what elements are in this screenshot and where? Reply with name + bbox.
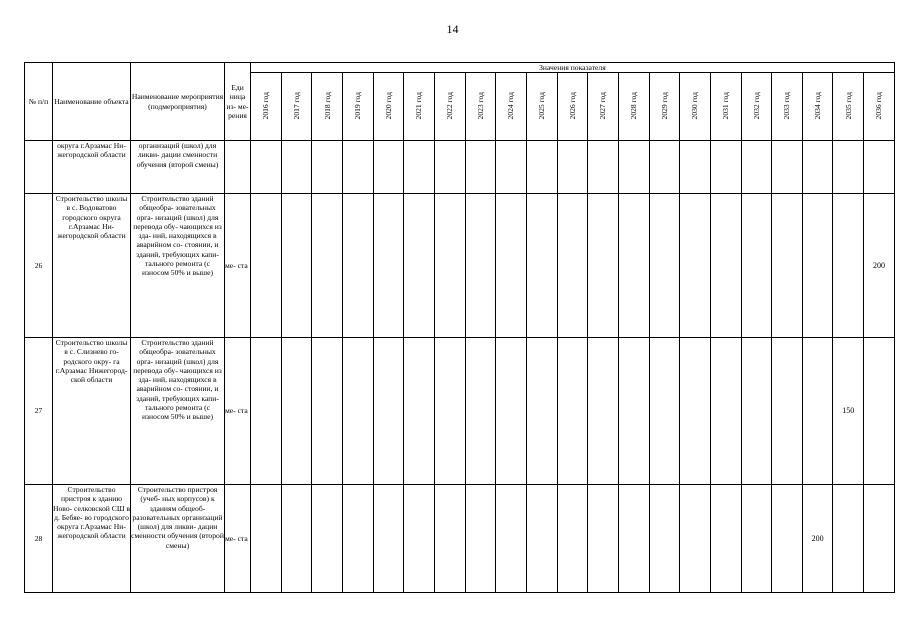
header-year bbox=[251, 73, 282, 141]
unit-cell: ме- ста bbox=[225, 485, 251, 593]
value-cell bbox=[465, 485, 496, 593]
value-cell bbox=[833, 141, 864, 194]
header-year bbox=[312, 73, 343, 141]
value-cell bbox=[864, 485, 895, 593]
value-cell bbox=[373, 194, 404, 338]
value-cell bbox=[772, 141, 803, 194]
value-cell bbox=[312, 194, 343, 338]
value-cell bbox=[680, 338, 711, 485]
value-cell bbox=[588, 194, 619, 338]
value-cell bbox=[618, 194, 649, 338]
value-cell bbox=[496, 194, 527, 338]
measure-name: Строительство зданий общеобра- зовательных орга- низаций (школ) для перевода обу- чающихся из зда- ний, находящихся в аварийном со- стоянии, и зданий, требующих капи- тального ремонта (с износом 50% и выше) bbox=[131, 338, 225, 485]
header-year bbox=[864, 73, 895, 141]
header-year-label: 2022 год bbox=[445, 91, 455, 120]
table-row bbox=[25, 141, 895, 194]
value-cell bbox=[526, 485, 557, 593]
header-year-label: 2034 год bbox=[813, 91, 823, 120]
value-cell bbox=[526, 141, 557, 194]
value-cell bbox=[496, 485, 527, 593]
value-cell bbox=[710, 338, 741, 485]
value-cell: 200 bbox=[802, 485, 833, 593]
header-year bbox=[404, 73, 435, 141]
value-cell bbox=[496, 141, 527, 194]
header-year bbox=[342, 73, 373, 141]
header-year-label: 2036 год bbox=[874, 91, 884, 120]
header-year-label: 2027 год bbox=[598, 91, 608, 120]
value-cell bbox=[434, 141, 465, 194]
measure-name: организаций (школ) для ликви- дации сменности обучения (второй смены) bbox=[131, 141, 225, 194]
header-values-title: Значения показателя bbox=[251, 63, 895, 73]
value-cell bbox=[649, 485, 680, 593]
header-year-label: 2028 год bbox=[629, 91, 639, 120]
value-cell bbox=[618, 141, 649, 194]
header-year-label: 2020 год bbox=[383, 91, 393, 120]
value-cell bbox=[404, 194, 435, 338]
value-cell bbox=[312, 141, 343, 194]
header-year-label: 2030 год bbox=[690, 91, 700, 120]
value-cell bbox=[434, 194, 465, 338]
value-cell bbox=[710, 194, 741, 338]
row-number: 26 bbox=[25, 194, 53, 338]
value-cell bbox=[465, 194, 496, 338]
value-cell bbox=[557, 141, 588, 194]
row-number: 27 bbox=[25, 338, 53, 485]
value-cell bbox=[864, 141, 895, 194]
value-cell bbox=[588, 338, 619, 485]
value-cell bbox=[434, 485, 465, 593]
header-year-label: 2032 год bbox=[751, 91, 761, 120]
value-cell bbox=[342, 141, 373, 194]
value-cell bbox=[373, 338, 404, 485]
value-cell bbox=[772, 338, 803, 485]
table-header bbox=[25, 63, 895, 141]
value-cell bbox=[465, 141, 496, 194]
value-cell bbox=[281, 338, 312, 485]
header-year-label: 2018 год bbox=[322, 91, 332, 120]
value-cell bbox=[588, 141, 619, 194]
header-year-label: 2021 год bbox=[414, 91, 424, 120]
value-cell bbox=[680, 194, 711, 338]
object-name: округа г.Арзамас Ни- жегородской области bbox=[53, 141, 131, 194]
header-year bbox=[496, 73, 527, 141]
value-cell bbox=[251, 194, 282, 338]
header-num: № п/п bbox=[25, 63, 53, 141]
value-cell bbox=[741, 338, 772, 485]
value-cell bbox=[373, 485, 404, 593]
header-year bbox=[833, 73, 864, 141]
table-row bbox=[25, 194, 895, 338]
header-year bbox=[802, 73, 833, 141]
value-cell bbox=[404, 141, 435, 194]
object-name: Строительство школы в с. Водоватово городского округа г.Арзамас Ни- жегородской области bbox=[53, 194, 131, 338]
header-year bbox=[588, 73, 619, 141]
table-row bbox=[25, 485, 895, 593]
value-cell bbox=[342, 485, 373, 593]
value-cell bbox=[557, 485, 588, 593]
header-year bbox=[680, 73, 711, 141]
row-number bbox=[25, 141, 53, 194]
value-cell bbox=[251, 338, 282, 485]
value-cell bbox=[680, 141, 711, 194]
value-cell bbox=[281, 485, 312, 593]
value-cell bbox=[618, 338, 649, 485]
header-year bbox=[373, 73, 404, 141]
value-cell bbox=[710, 141, 741, 194]
value-cell bbox=[496, 338, 527, 485]
value-cell bbox=[741, 485, 772, 593]
header-year-label: 2025 год bbox=[537, 91, 547, 120]
header-year bbox=[526, 73, 557, 141]
value-cell bbox=[833, 194, 864, 338]
table-row bbox=[25, 338, 895, 485]
value-cell bbox=[251, 485, 282, 593]
value-cell bbox=[802, 141, 833, 194]
value-cell bbox=[741, 141, 772, 194]
value-cell bbox=[741, 194, 772, 338]
value-cell bbox=[680, 485, 711, 593]
header-year-label: 2017 год bbox=[291, 91, 301, 120]
indicator-table bbox=[24, 62, 895, 593]
header-year-label: 2016 год bbox=[261, 91, 271, 120]
value-cell bbox=[465, 338, 496, 485]
header-year-label: 2033 год bbox=[782, 91, 792, 120]
header-year bbox=[465, 73, 496, 141]
row-number: 28 bbox=[25, 485, 53, 593]
value-cell bbox=[281, 141, 312, 194]
value-cell bbox=[618, 485, 649, 593]
value-cell bbox=[710, 485, 741, 593]
unit-cell: ме- ста bbox=[225, 194, 251, 338]
value-cell bbox=[772, 485, 803, 593]
header-year-label: 2019 год bbox=[353, 91, 363, 120]
value-cell bbox=[864, 338, 895, 485]
header-year bbox=[649, 73, 680, 141]
header-measure: Наименование мероприятия (подмероприятия) bbox=[131, 63, 225, 141]
value-cell bbox=[588, 485, 619, 593]
header-year-label: 2024 год bbox=[506, 91, 516, 120]
object-name: Строительство школы в с. Слизнево го- родского окру- га г.Арзамас Нижегород- ской области bbox=[53, 338, 131, 485]
value-cell bbox=[557, 194, 588, 338]
table-body bbox=[25, 141, 895, 593]
value-cell bbox=[526, 338, 557, 485]
value-cell bbox=[833, 485, 864, 593]
value-cell bbox=[404, 485, 435, 593]
header-year bbox=[281, 73, 312, 141]
value-cell bbox=[312, 485, 343, 593]
object-name: Строительство пристроя к зданию Ново- селковской СШ в д. Бебяе- во городского округа г.Арзамас Ни- жегородской области bbox=[53, 485, 131, 593]
header-year-label: 2029 год bbox=[659, 91, 669, 120]
unit-cell: ме- ста bbox=[225, 338, 251, 485]
value-cell bbox=[802, 194, 833, 338]
value-cell: 150 bbox=[833, 338, 864, 485]
value-cell bbox=[526, 194, 557, 338]
header-unit: Еди ница из- ме- рения bbox=[225, 63, 251, 141]
unit-cell bbox=[225, 141, 251, 194]
value-cell: 200 bbox=[864, 194, 895, 338]
value-cell bbox=[312, 338, 343, 485]
header-year-label: 2031 год bbox=[721, 91, 731, 120]
value-cell bbox=[772, 194, 803, 338]
header-year-label: 2026 год bbox=[567, 91, 577, 120]
header-object: Наименование объекта bbox=[53, 63, 131, 141]
value-cell bbox=[649, 194, 680, 338]
value-cell bbox=[342, 194, 373, 338]
value-cell bbox=[557, 338, 588, 485]
measure-name: Строительство пристроя (учеб- ных корпусов) к зданиям общеоб- разовательных организаций (школ) для ликви- дации сменности обучения (второй смены) bbox=[131, 485, 225, 593]
value-cell bbox=[404, 338, 435, 485]
header-year bbox=[557, 73, 588, 141]
header-year bbox=[772, 73, 803, 141]
value-cell bbox=[649, 338, 680, 485]
measure-name: Строительство зданий общеобра- зовательных орга- низаций (школ) для перевода обу- чающихся из зда- ний, находящихся в аварийном со- стоянии, и зданий, требующих капи- тального ремонта (с износом 50% и выше) bbox=[131, 194, 225, 338]
value-cell bbox=[281, 194, 312, 338]
value-cell bbox=[251, 141, 282, 194]
header-year-label: 2023 год bbox=[475, 91, 485, 120]
page-number: 14 bbox=[446, 22, 459, 36]
value-cell bbox=[802, 338, 833, 485]
value-cell bbox=[342, 338, 373, 485]
value-cell bbox=[434, 338, 465, 485]
header-year bbox=[434, 73, 465, 141]
header-year bbox=[741, 73, 772, 141]
header-year bbox=[618, 73, 649, 141]
header-year bbox=[710, 73, 741, 141]
value-cell bbox=[649, 141, 680, 194]
value-cell bbox=[373, 141, 404, 194]
header-year-label: 2035 год bbox=[843, 91, 853, 120]
